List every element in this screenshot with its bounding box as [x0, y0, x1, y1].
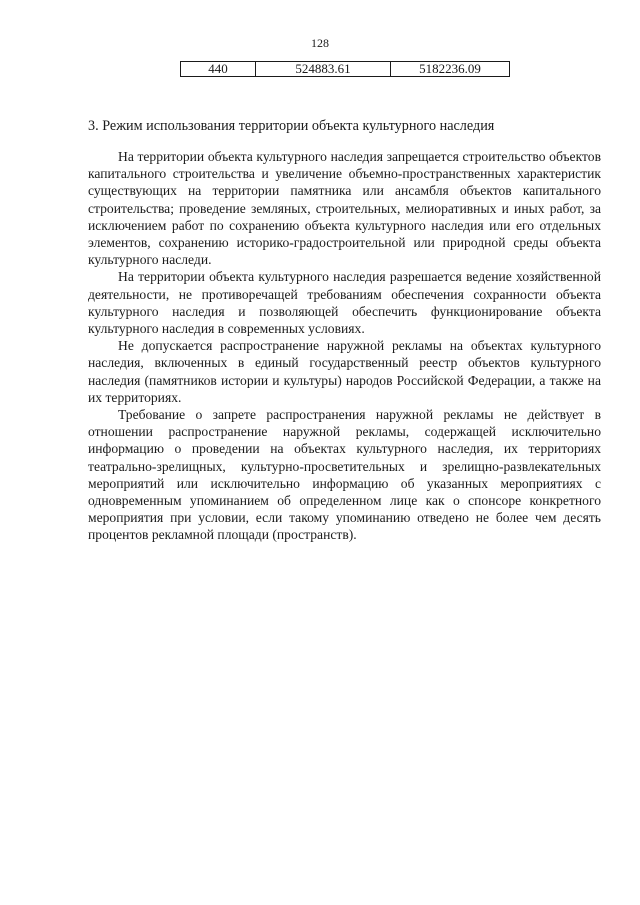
coordinates-table	[180, 61, 510, 77]
paragraph-advertising-exception: Требование о запрете распространения наружной рекламы не действует в отношении распространение наружной рекламы, содержащей исключительно информацию о проведении на объектах культурного наследия, их территориях театрально-зрелищных, культурно-просветительных и зрелищно-развлекательных мероприятий или исключительно информацию об указанных мероприятиях с одновременным упоминанием об определенном лице как о спонсоре конкретного мероприятия при условии, если такому упоминанию отведено не более чем десять процентов рекламной площади (пространств).	[88, 407, 601, 543]
section-body	[88, 148, 601, 544]
paragraph-permitted-activity: На территории объекта культурного наследия разрешается ведение хозяйственной деятельности, не противоречащей требованиям обеспечения сохранности объекта культурного наследия и позволяющей обеспечить функционирование объекта культурного наследия в современных условиях.	[88, 269, 601, 337]
page-number: 128	[311, 36, 329, 50]
table-cell-x-coordinate: 524883.61	[256, 62, 391, 77]
section-heading: 3. Режим использования территории объекта культурного наследия	[88, 118, 495, 134]
table-cell-point-number: 440	[181, 62, 256, 77]
table-row	[181, 62, 510, 77]
table-cell-y-coordinate: 5182236.09	[391, 62, 510, 77]
paragraph-advertising-ban: Не допускается распространение наружной рекламы на объектах культурного наследия, включенных в единый государственный реестр объектов культурного наследия (памятников истории и культуры) народов Российской Федерации, а также на их территориях.	[88, 338, 601, 405]
paragraph-construction-ban: На территории объекта культурного наследия запрещается строительство объектов капитального строительства и увеличение объемно-пространственных характеристик существующих на территории памятника или ансамбля объектов капитального строительства; проведение земляных, строительных, мелиоративных и иных работ, за исключением работ по сохранению объекта культурного наследия или его отдельных элементов, сохранению историко-градостроительной или природной среды объекта культурного наследи.	[88, 149, 601, 268]
